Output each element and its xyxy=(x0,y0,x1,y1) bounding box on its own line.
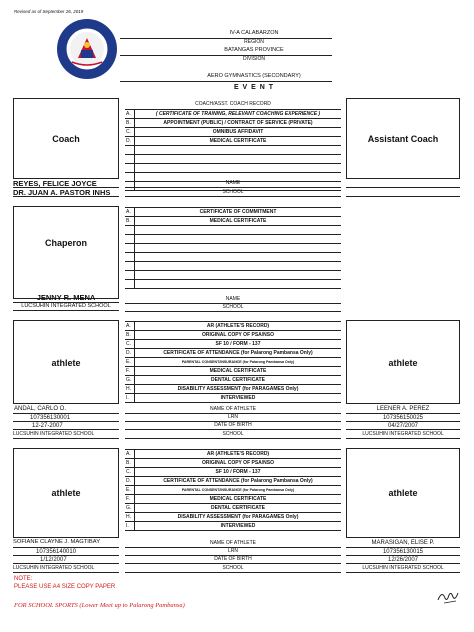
coach-record-title: COACH/ASST. COACH RECORD xyxy=(195,101,271,107)
athlete-2-photo-box xyxy=(346,320,460,404)
chaperon-school[interactable]: LUCSUHIN INTEGRATED SCHOOL xyxy=(21,303,111,309)
coach-school-label: SCHOOL xyxy=(222,189,244,195)
checklist-row[interactable] xyxy=(125,280,341,289)
checklist-row[interactable] xyxy=(125,262,341,271)
checklist-row[interactable]: C. OMNIBUS AFFIDAVIT xyxy=(125,128,341,137)
athlete-checklist-1 xyxy=(125,321,341,403)
checklist-row[interactable]: F. MEDICAL CERTIFICATE xyxy=(125,367,341,376)
checklist-row[interactable]: D. CERTIFICATE OF ATTENDANCE (for Palarong Pambansa Only) xyxy=(125,477,341,486)
athlete-dob[interactable]: 04/27/2007 xyxy=(387,423,419,429)
checklist-row[interactable] xyxy=(125,244,341,253)
checklist-row[interactable]: B. ORIGINAL COPY OF PSA/NSO xyxy=(125,459,341,468)
chaperon-name-label: NAME xyxy=(225,296,241,302)
checklist-row[interactable]: G. DENTAL CERTIFICATE xyxy=(125,504,341,513)
revision-date: Revised as of September 26, 2019 xyxy=(14,9,84,14)
checklist-row[interactable]: D. CERTIFICATE OF ATTENDANCE (for Palarong Pambansa Only) xyxy=(125,349,341,358)
checklist-row[interactable]: I. INTERVIEWED xyxy=(125,394,341,403)
athlete-1-photo-box xyxy=(13,320,119,404)
lrn-label: LRN xyxy=(227,414,238,420)
checklist-row[interactable]: B. APPOINTMENT (PUBLIC) / CONTRACT OF SERVICE (PRIVATE) xyxy=(125,119,341,128)
checklist-row[interactable]: G. DENTAL CERTIFICATE xyxy=(125,376,341,385)
checklist-row[interactable]: E. PARENTAL CONSENT/INSURANCE (for Palarong Pambansa Only) xyxy=(125,486,341,495)
coach-photo-box xyxy=(13,98,119,179)
checklist-row[interactable] xyxy=(125,271,341,280)
checklist-row[interactable]: A. AR (ATHLETE'S RECORD) xyxy=(125,450,341,459)
athlete-school[interactable]: LUCSUHIN INTEGRATED SCHOOL xyxy=(13,565,95,571)
chaperon-school-label: SCHOOL xyxy=(222,304,244,310)
athlete-lrn[interactable]: 107356140010 xyxy=(36,549,77,555)
checklist-row[interactable] xyxy=(125,146,341,155)
checklist-row[interactable] xyxy=(125,226,341,235)
note-label: NOTE: xyxy=(14,576,33,582)
chaperon-photo-box xyxy=(13,206,119,299)
school-sports-note: FOR SCHOOL SPORTS (Lower Meet up to Palarong Pambansa) xyxy=(14,602,185,609)
province-value: BATANGAS PROVINCE xyxy=(224,47,284,53)
checklist-row[interactable]: I. INTERVIEWED xyxy=(125,522,341,531)
checklist-row[interactable] xyxy=(125,155,341,164)
event-name: AERO GYMNASTICS (SECONDARY) xyxy=(207,73,301,79)
athlete-3-photo-box xyxy=(13,448,119,538)
region-label: REGION xyxy=(244,39,264,45)
athlete-label: athlete xyxy=(51,358,81,368)
athlete-dob[interactable]: 12/26/2007 xyxy=(387,557,419,563)
checklist-row[interactable]: H. DISABILITY ASSESSMENT (for PARAGAMES Only) xyxy=(125,385,341,394)
athlete-name[interactable]: MARASIGAN, ELISE P. xyxy=(371,540,435,546)
assistant-coach-label: Assistant Coach xyxy=(367,134,439,144)
coach-name[interactable]: REYES, FELICE JOYCE xyxy=(13,179,97,188)
note-text: PLEASE USE A4 SIZE COPY PAPER xyxy=(14,584,116,590)
athlete-checklist-2 xyxy=(125,449,341,531)
athlete-dob[interactable]: 12-27-2007 xyxy=(32,423,63,429)
checklist-row[interactable]: D. MEDICAL CERTIFICATE xyxy=(125,137,341,146)
chaperon-checklist xyxy=(125,207,341,289)
athlete-school[interactable]: LUCSUHIN INTEGRATED SCHOOL xyxy=(362,431,444,437)
assistant-coach-photo-box xyxy=(346,98,460,179)
coach-school[interactable]: DR. JUAN A. PASTOR INHS xyxy=(13,188,111,197)
dob-label: DATE OF BIRTH xyxy=(214,556,252,562)
division-label: DIVISION xyxy=(243,56,265,62)
event-label: E V E N T xyxy=(233,84,275,91)
athlete-label: athlete xyxy=(388,358,418,368)
dob-label: DATE OF BIRTH xyxy=(214,422,252,428)
athlete-name[interactable]: LEENER A. PEREZ xyxy=(376,406,430,412)
checklist-row[interactable] xyxy=(125,235,341,244)
checklist-row[interactable]: B. MEDICAL CERTIFICATE xyxy=(125,217,341,226)
checklist-row[interactable]: A. CERTIFICATE OF COMMITMENT xyxy=(125,208,341,217)
deped-seal-icon xyxy=(56,18,118,80)
checklist-row[interactable]: A. AR (ATHLETE'S RECORD) xyxy=(125,322,341,331)
checklist-row[interactable]: B. ORIGINAL COPY OF PSA/NSO xyxy=(125,331,341,340)
athlete-4-photo-box xyxy=(346,448,460,538)
athlete-label: athlete xyxy=(51,488,81,498)
region-value: IV-A CALABARZON xyxy=(229,30,279,36)
checklist-row[interactable] xyxy=(125,253,341,262)
checklist-row[interactable] xyxy=(125,164,341,173)
lrn-label: LRN xyxy=(227,548,238,554)
checklist-row[interactable]: A. ( CERTIFICATE OF TRAINING, RELEVANT COACHING EXPERIENCE ) xyxy=(125,110,341,119)
athlete-school[interactable]: LUCSUHIN INTEGRATED SCHOOL xyxy=(362,565,444,571)
signature-icon xyxy=(436,586,462,606)
school-label: SCHOOL xyxy=(222,431,244,437)
athlete-label: athlete xyxy=(388,488,418,498)
coach-checklist xyxy=(125,109,341,191)
checklist-row[interactable]: E. PARENTAL CONSENT/INSURANCE (for Palarong Pambansa Only) xyxy=(125,358,341,367)
school-label: SCHOOL xyxy=(222,565,244,571)
chaperon-name[interactable]: JENNY R. MENA xyxy=(36,293,96,302)
coach-name-label: NAME xyxy=(225,180,241,186)
athlete-lrn[interactable]: 107356150025 xyxy=(382,415,424,421)
athlete-lrn[interactable]: 107356130001 xyxy=(30,415,71,421)
athlete-dob[interactable]: 1/12/2007 xyxy=(40,557,67,563)
checklist-row[interactable]: F. MEDICAL CERTIFICATE xyxy=(125,495,341,504)
athlete-lrn[interactable]: 107356130015 xyxy=(382,549,424,555)
athlete-school[interactable]: LUCSUHIN INTEGRATED SCHOOL xyxy=(13,431,95,437)
name-of-athlete-label: NAME OF ATHLETE xyxy=(209,540,257,546)
athlete-name[interactable]: ANDAL, CARLO O. xyxy=(14,406,67,412)
checklist-row[interactable]: C. SF 10 / FORM - 137 xyxy=(125,468,341,477)
chaperon-label: Chaperon xyxy=(44,238,87,248)
athlete-name[interactable]: SOFIANE CLAYNE J. MAGTIBAY xyxy=(13,539,101,545)
checklist-row[interactable]: H. DISABILITY ASSESSMENT (for PARAGAMES Only) xyxy=(125,513,341,522)
name-of-athlete-label: NAME OF ATHLETE xyxy=(209,406,257,412)
checklist-row[interactable]: C. SF 10 / FORM - 137 xyxy=(125,340,341,349)
coach-label: Coach xyxy=(52,134,80,144)
